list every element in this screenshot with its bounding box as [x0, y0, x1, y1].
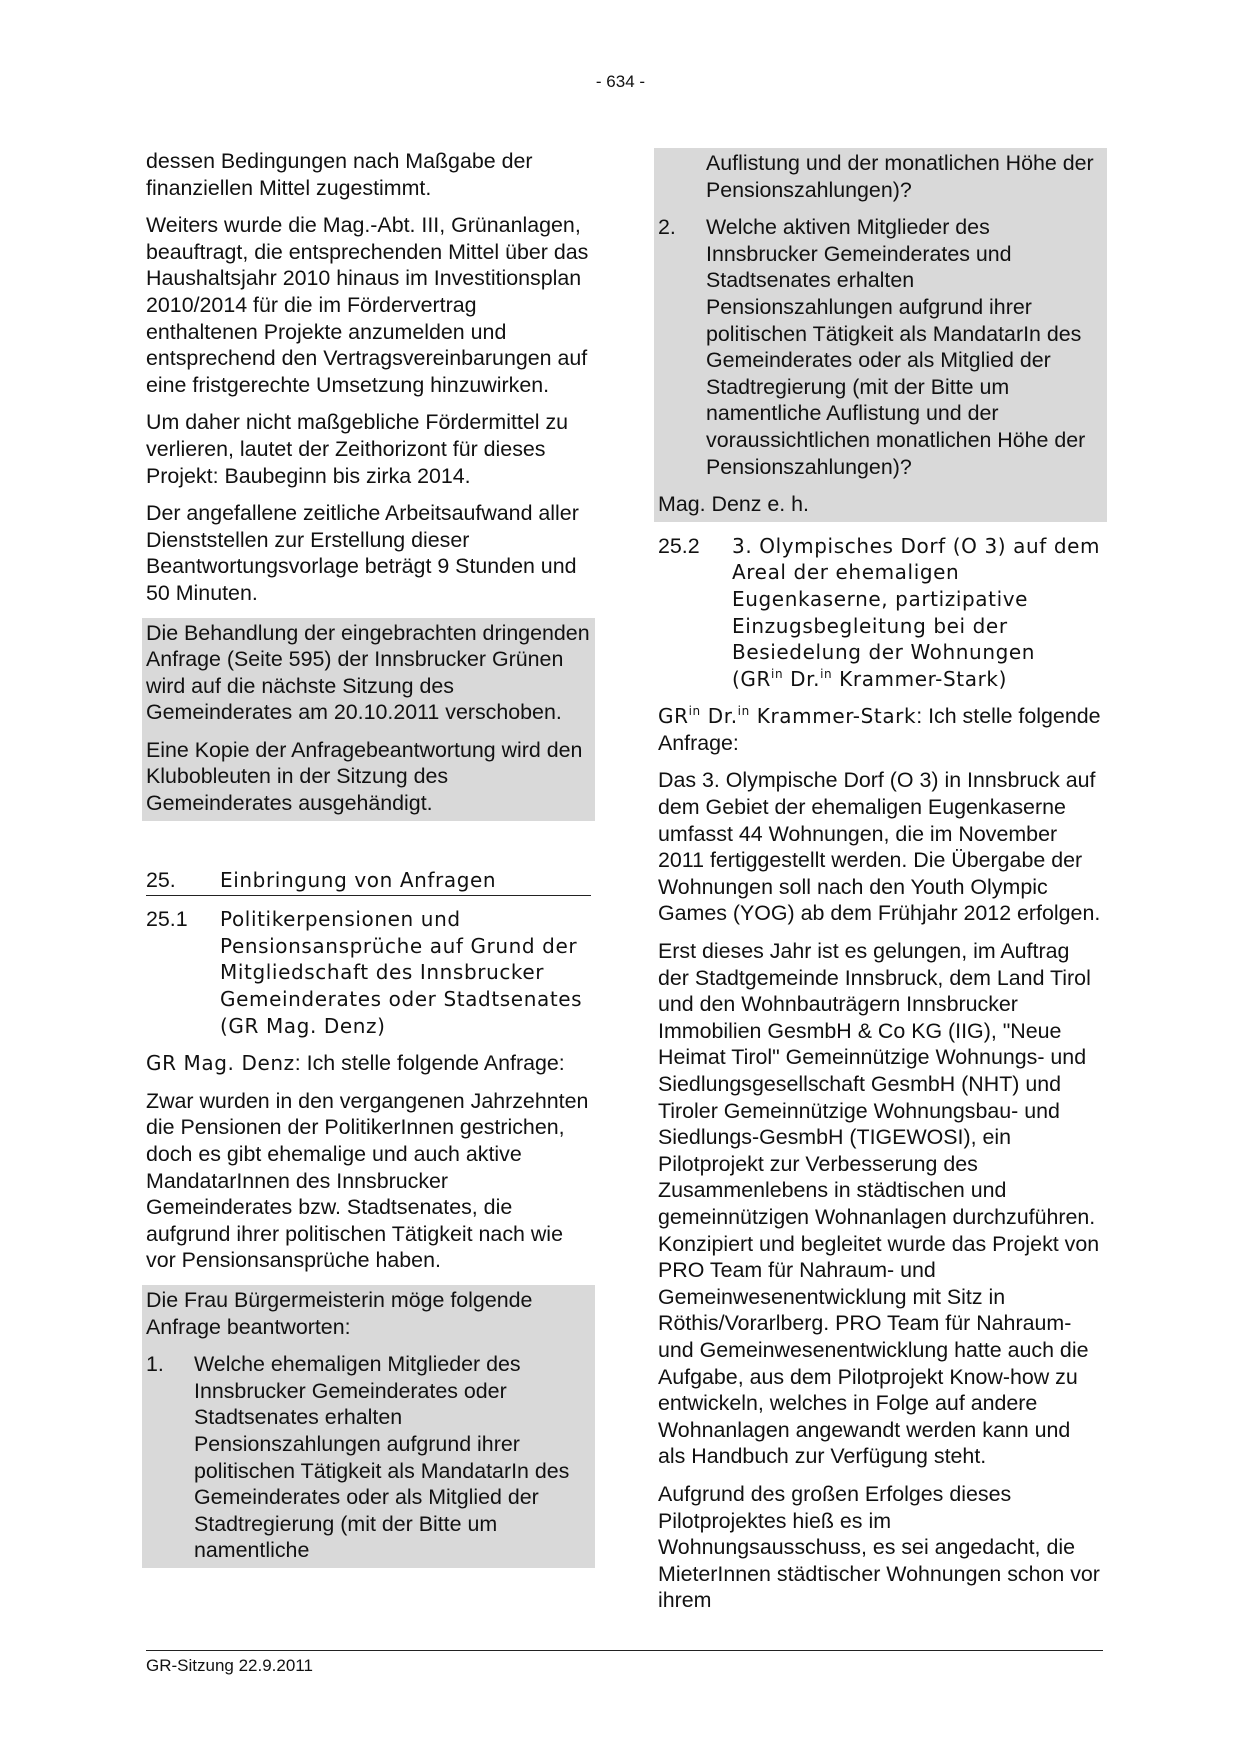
footer-divider — [146, 1650, 1103, 1651]
left-column — [146, 148, 591, 1568]
speaker-gr: GR — [658, 704, 689, 729]
question-text: Welche aktiven Mitglieder des Innsbrucker Gemeinderates und Stadtsenates erhalten Pensionszahlungen aufgrund ihrer politischen Tätigkeit als MandatarIn des Gemeinderates oder als Mitglied der Stadtregierung (mit der Bitte um namentliche Auflistung und der voraussichtlichen monatlichen Höhe der Pensionszahlungen)? — [706, 215, 1086, 479]
highlight-box — [142, 618, 595, 821]
title-dr: Dr. — [783, 666, 821, 691]
subsection-number: 25.2 — [658, 533, 700, 558]
paragraph: Aufgrund des großen Erfolges dieses Pilotprojektes hieß es im Wohnungsausschuss, es sei angedacht, die MieterInnen städtischer Wohnungen schon vor ihrem — [658, 1481, 1100, 1613]
section-heading — [146, 867, 591, 897]
superscript: in — [737, 704, 750, 719]
page-number: - 634 - — [595, 72, 646, 91]
title-gr: GR — [740, 666, 772, 691]
paragraph: Erst dieses Jahr ist es gelungen, im Auftrag der Stadtgemeinde Innsbruck, dem Land Tirol und den Wohnbauträgern Innsbrucker Immobilien GesmbH & Co KG (IIG), "Neue Heimat Tirol" Gemeinnützige Wohnungs- und Siedlungsgesellschaft GesmbH (NHT) und Tiroler Gemeinnützige Wohnungsbau- und Siedlungs-GesmbH (TIGEWOSI), ein Pilotprojekt zur Verbesserung des Zusammenlebens in städtischen und gemeinnützigen Wohnanlagen durchzuführen. Konzipiert und begleitet wurde das Projekt von PRO Team für Nahraum- und Gemeinwesenentwicklung mit Sitz in Röthis/Vorarlberg. PRO Team für Nahraum- und Gemeinwesenentwicklung hatte auch die Aufgabe, aus dem Pilotprojekt Know-how zu entwickeln, welches in Folge auf andere Wohnanlagen angewandt werden kann und als Handbuch zur Verfügung steht. — [658, 939, 1100, 1469]
paragraph — [146, 1050, 591, 1077]
speaker-text: : Ich stelle folgende Anfrage: — [294, 1051, 565, 1076]
superscript: in — [688, 704, 701, 719]
paragraph: Die Behandlung der eingebrachten dringenden Anfrage (Seite 595) der Innsbrucker Grünen wird auf die nächste Sitzung des Gemeinderates am 20.10.2011 verschoben. — [146, 620, 590, 725]
highlight-box — [142, 1285, 595, 1568]
speaker-surname: Krammer-Stark — [749, 704, 917, 729]
section-number: 25. — [146, 867, 176, 892]
speaker-name — [658, 704, 916, 728]
question-number: 2. — [658, 215, 676, 240]
footer-text: GR-Sitzung 22.9.2011 — [146, 1656, 313, 1675]
subsection-heading — [658, 533, 1103, 693]
subsection-title: 3. Olympisches Dorf (O 3) auf dem Areal der ehemaligen Eugenkaserne, partizipative Einzugsbegleitung bei der Besiedelung der Wohnungen ($GR^{in}$ Dr.$^{in}$ Krammer-Stark) — [732, 533, 1101, 691]
paragraph: Das 3. Olympische Dorf (O 3) in Innsbruck auf dem Gebiet der ehemaligen Eugenkaserne umfasst 44 Wohnungen, die im November 2011 fertiggestellt werden. Die Übergabe der Wohnungen soll nach den Youth Olympic Games (YOG) ab dem Frühjahr 2012 erfolgen. — [658, 768, 1101, 926]
paragraph — [658, 703, 1103, 756]
paragraph: Zwar wurden in den vergangenen Jahrzehnten die Pensionen der PolitikerInnen gestrichen, doch es gibt ehemalige und auch aktive MandatarInnen des Innsbrucker Gemeinderates bzw. Stadtsenates, die aufgrund ihrer politischen Tätigkeit nach wie vor Pensionsansprüche haben. — [146, 1088, 589, 1273]
paragraph: Eine Kopie der Anfragebeantwortung wird den Klubobleuten in der Sitzung des Gemeinderates ausgehändigt. — [146, 737, 583, 816]
subsection-heading — [146, 906, 591, 1039]
paragraph: Der angefallene zeitliche Arbeitsaufwand aller Dienststellen zur Erstellung dieser Beantwortungsvorlage beträgt 9 Stunden und 50 Minuten. — [146, 501, 579, 605]
speaker-text: : Ich stelle folgende Anfrage: — [658, 704, 1101, 755]
speaker-name: GR Mag. Denz — [146, 1051, 295, 1076]
paragraph: dessen Bedingungen nach Maßgabe der finanziellen Mittel zugestimmt. — [146, 149, 533, 200]
question-item — [658, 214, 1103, 480]
paragraph: Die Frau Bürgermeisterin möge folgende Anfrage beantworten: — [146, 1287, 533, 1339]
question-text: Welche ehemaligen Mitglieder des Innsbrucker Gemeinderates oder Stadtsenates erhalten Pensionszahlungen aufgrund ihrer politischen Tätigkeit als MandatarIn des Gemeinderates oder als Mitglied der Stadtregierung (mit der Bitte um namentliche — [194, 1352, 570, 1563]
right-column — [658, 148, 1103, 1625]
question-item — [658, 150, 1103, 203]
paragraph: Um daher nicht maßgebliche Fördermittel zu verlieren, lautet der Zeithorizont für dieses Projekt: Baubeginn bis zirka 2014. — [146, 410, 569, 488]
question-number: 1. — [146, 1352, 164, 1377]
question-item — [146, 1351, 591, 1564]
title-name: Krammer-Stark) — [832, 666, 1007, 691]
section-title: Einbringung von Anfragen — [220, 867, 497, 892]
paragraph: Weiters wurde die Mag.-Abt. III, Grünanlagen, beauftragt, die entsprechenden Mittel über das Haushaltsjahr 2010 hinaus im Investitionsplan 2010/2014 für die im Fördervertrag enthaltenen Projekte anzumelden und entsprechend den Vertragsvereinbarungen auf eine fristgerechte Umsetzung hinzuwirken. — [146, 213, 589, 397]
subsection-number: 25.1 — [146, 907, 188, 932]
subsection-title: Politikerpensionen und Pensionsansprüche auf Grund der Mitgliedschaft des Innsbrucker Gemeinderates oder Stadtsenates (GR Mag. Denz) — [220, 907, 583, 1038]
signature: Mag. Denz e. h. — [658, 492, 809, 517]
superscript: in — [771, 666, 784, 681]
highlight-box — [654, 148, 1107, 522]
speaker-dr: Dr. — [700, 704, 738, 729]
question-text: Auflistung und der monatlichen Höhe der Pensionszahlungen)? — [706, 151, 1094, 202]
subsection-title-text: 3. Olympisches Dorf (O 3) auf dem Areal der ehemaligen Eugenkaserne, partizipative Einzugsbegleitung bei der Besiedelung der Wohnungen — [732, 533, 1101, 665]
question-number-spacer — [658, 150, 706, 203]
superscript: in — [820, 666, 833, 681]
